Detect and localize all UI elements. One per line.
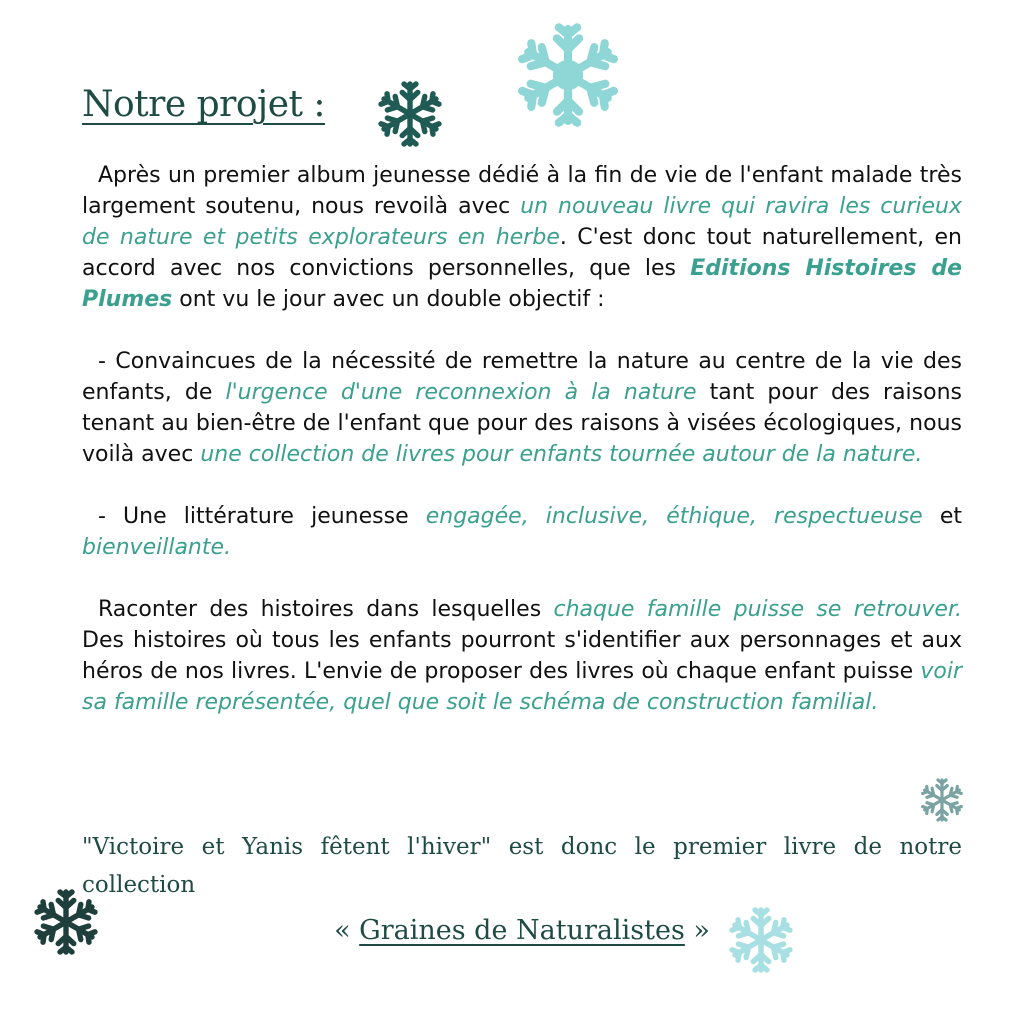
closing-block: [82, 828, 962, 952]
objective-literature-highlight-2: bienveillante.: [82, 535, 232, 560]
stories-text-1: Raconter des histoires dans lesquelles: [98, 597, 554, 622]
intro-paragraph: [82, 160, 962, 315]
stories-text-2: Des histoires où tous les enfants pourront s'identifier aux personnages et aux héros de nos livres. L'envie de proposer des livres où chaque enfant puisse: [82, 628, 962, 684]
snowflake-icon: [372, 78, 448, 150]
snowflake-icon: [916, 776, 968, 824]
publisher-name: Editions Histoires de Plumes: [82, 256, 962, 312]
objective-nature-text-1: - Convaincues de la nécessité de remettre la nature au centre de la vie des enfants, de: [82, 349, 962, 405]
objective-nature-highlight-2: une collection de livres pour enfants tournée autour de la nature.: [200, 442, 923, 467]
intro-text-2: . C'est donc tout naturellement, en accord avec nos convictions personnelles, que les: [82, 225, 962, 281]
intro-text-1: Après un premier album jeunesse dédié à la fin de vie de l'enfant malade très largement soutenu, nous revoilà avec: [82, 163, 962, 219]
collection-name: Graines de Naturalistes: [359, 915, 685, 946]
objective-literature-paragraph: [82, 501, 962, 563]
open-quote: «: [334, 915, 360, 946]
objective-literature-text-1: - Une littérature jeunesse: [98, 504, 426, 529]
close-quote: »: [684, 915, 710, 946]
snowflake-icon-small-grey: [916, 776, 968, 824]
intro-text-3: ont vu le jour avec un double objectif :: [172, 287, 605, 312]
objective-literature-text-2: et: [922, 504, 962, 529]
objective-nature-text-2: tant pour des raisons tenant au bien-être de l'enfant que pour des raisons à visées écologiques, nous voilà avec: [82, 380, 963, 467]
objective-nature-highlight-1: l'urgence d'une reconnexion à la nature: [225, 380, 697, 405]
objective-literature-highlight-1: engagée, inclusive, éthique, respectueuse: [425, 504, 923, 529]
collection-line: [82, 910, 962, 952]
objective-nature-paragraph: [82, 346, 962, 470]
intro-highlight-1: un nouveau livre qui ravira les curieux de nature et petits explorateurs en herbe: [82, 194, 962, 250]
closing-line: "Victoire et Yanis fêtent l'hiver" est donc le premier livre de notre collection: [82, 834, 962, 898]
snowflake-icon: [506, 20, 630, 130]
stories-highlight-1: chaque famille puisse se retrouver.: [553, 597, 962, 622]
body-text: [82, 160, 962, 749]
stories-paragraph: [82, 594, 962, 718]
snowflake-icon-large-light: [506, 20, 630, 130]
stories-text-3: .: [871, 690, 879, 715]
stories-highlight-2: voir sa famille représentée, quel que soit le schéma de construction familial: [82, 659, 962, 715]
snowflake-icon-dark: [372, 78, 448, 150]
page-title: Notre projet :: [82, 84, 326, 125]
